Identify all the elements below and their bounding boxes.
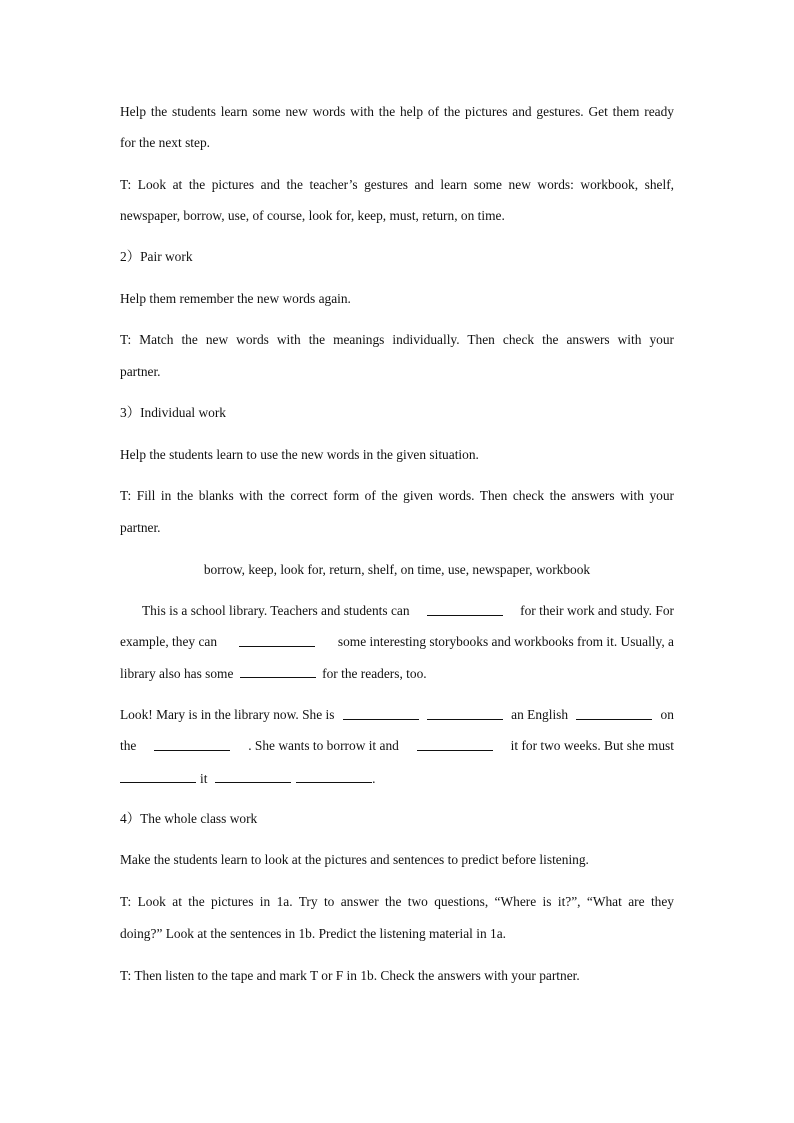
word-bank: borrow, keep, look for, return, shelf, on time, use, newspaper, workbook — [203, 562, 591, 577]
paragraph-line: Make the students learn to look at the pictures and sentences to predict before listening. — [120, 852, 589, 867]
exercise-text: an English — [511, 707, 569, 722]
blank[interactable] — [120, 770, 196, 783]
section-heading: 4）The whole class work — [120, 811, 258, 826]
exercise-text: . She wants to borrow it and — [248, 738, 399, 753]
paragraph-line: T: Then listen to the tape and mark T or F in 1b. Check the answers with your partner. — [120, 968, 580, 983]
exercise-text: for the readers, too. — [322, 666, 427, 681]
exercise-text: example, they can — [120, 634, 218, 649]
blank[interactable] — [154, 738, 230, 751]
blank[interactable] — [240, 665, 316, 678]
exercise-text: it for two weeks. But she must — [510, 738, 674, 753]
exercise-line — [120, 738, 674, 754]
paragraph-line: doing?” Look at the sentences in 1b. Predict the listening material in 1a. — [120, 926, 506, 941]
paragraph-line: for the next step. — [120, 135, 210, 150]
blank[interactable] — [343, 707, 419, 720]
exercise-line — [120, 665, 674, 682]
paragraph-line: partner. — [120, 520, 161, 535]
paragraph-line: partner. — [120, 364, 161, 379]
exercise-text: some interesting storybooks and workbooks from it. Usually, a — [337, 634, 674, 649]
exercise-line — [120, 603, 674, 619]
exercise-text: for their work and study. For — [520, 603, 674, 618]
exercise-line — [120, 634, 674, 650]
paragraph-line: T: Look at the pictures in 1a. Try to answer the two questions, “Where is it?”, “What are they — [120, 894, 674, 909]
paragraph-line: T: Look at the pictures and the teacher’s gestures and learn some new words: workbook, shelf, — [120, 177, 674, 192]
exercise-line — [120, 707, 674, 723]
blank[interactable] — [427, 603, 503, 616]
paragraph-line: newspaper, borrow, use, of course, look for, keep, must, return, on time. — [120, 208, 505, 223]
blank[interactable] — [215, 770, 291, 783]
blank[interactable] — [576, 707, 652, 720]
blank[interactable] — [239, 634, 315, 647]
exercise-line — [120, 770, 674, 787]
blank[interactable] — [296, 770, 372, 783]
exercise-text: it — [200, 771, 208, 786]
section-heading: 2）Pair work — [120, 249, 193, 264]
paragraph-line: Help the students learn some new words with the help of the pictures and gestures. Get them ready — [120, 104, 674, 119]
exercise-text: Look! Mary is in the library now. She is — [120, 707, 335, 722]
blank[interactable] — [417, 738, 493, 751]
paragraph-line: Help them remember the new words again. — [120, 291, 351, 306]
exercise-text: . — [372, 771, 376, 786]
exercise-text: on — [660, 707, 674, 722]
paragraph-line: Help the students learn to use the new words in the given situation. — [120, 447, 479, 462]
section-heading: 3）Individual work — [120, 405, 226, 420]
exercise-text: This is a school library. Teachers and students can — [142, 603, 410, 618]
paragraph-line: T: Fill in the blanks with the correct form of the given words. Then check the answers with your — [120, 488, 674, 503]
paragraph-line: T: Match the new words with the meanings individually. Then check the answers with your — [120, 332, 674, 347]
exercise-text: the — [120, 738, 137, 753]
exercise-text: library also has some — [120, 666, 234, 681]
blank[interactable] — [427, 707, 503, 720]
